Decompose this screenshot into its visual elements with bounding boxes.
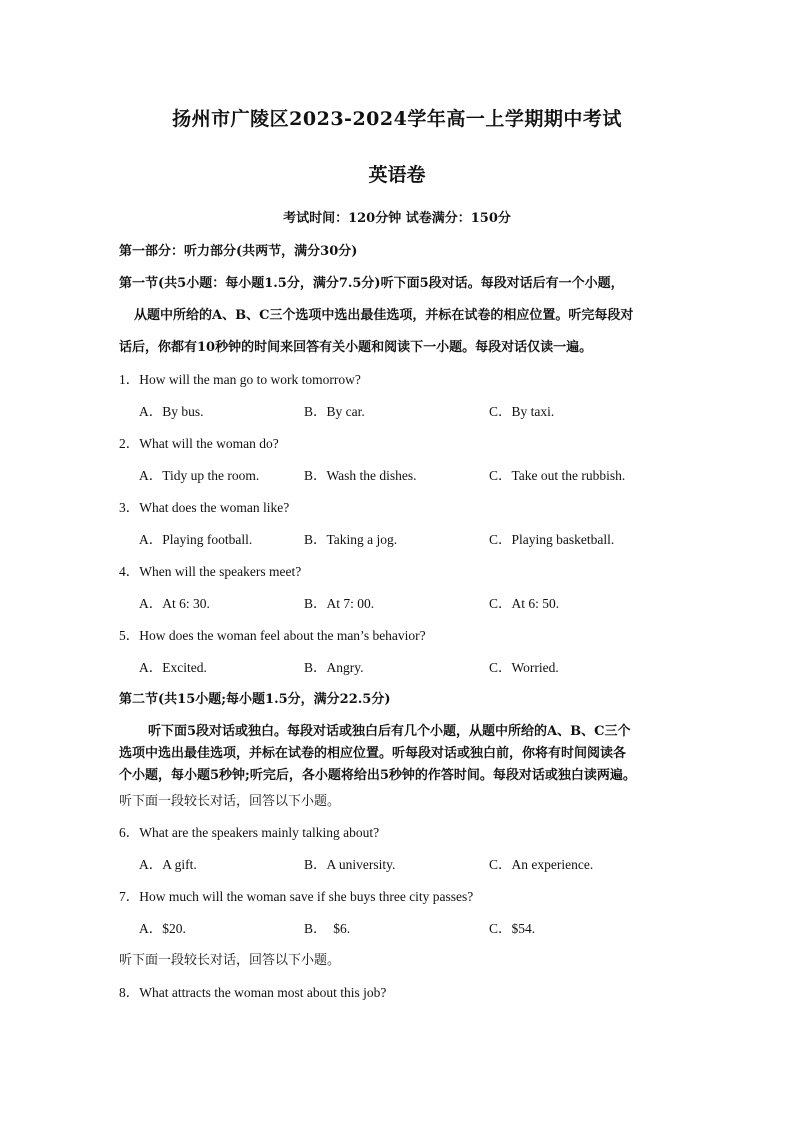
question-8: 8．What attracts the woman most about this job? — [119, 985, 387, 1000]
question-6: 6．What are the speakers mainly talking about? — [119, 825, 380, 840]
q5-option-c: C．Worried. — [489, 660, 559, 675]
q3-option-b: B．Taking a jog. — [304, 532, 398, 547]
page-subtitle: 英语卷 — [368, 164, 426, 186]
q4-option-a: A．At 6: 30. — [139, 596, 210, 611]
q2-option-a: A．Tidy up the room. — [139, 468, 260, 483]
section1-line2: 从题中所给的A、B、C三个选项中选出最佳选项，并标在试卷的相应位置。听完每段对 — [134, 308, 634, 323]
q1-option-c: C．By taxi. — [489, 404, 555, 419]
section2-line1: 听下面5段对话或独白。每段对话或独白后有几个小题，从题中所给的A、B、C三个 — [148, 724, 631, 739]
question-5: 5．How does the woman feel about the man’s behavior? — [119, 628, 426, 643]
question-3: 3．What does the woman like? — [119, 500, 290, 515]
instruction-long-dialogue-2: 听下面一段较长对话，回答以下小题。 — [119, 953, 341, 968]
question-1: 1．How will the man go to work tomorrow? — [119, 372, 361, 387]
question-7: 7．How much will the woman save if she buys three city passes? — [119, 889, 474, 904]
q5-option-b: B．Angry. — [304, 660, 364, 675]
q6-option-b: B．A university. — [304, 857, 396, 872]
exam-meta: 考试时间：120分钟 试卷满分：150分 — [283, 211, 511, 226]
q7-option-b: B． $6. — [304, 921, 351, 936]
q3-option-a: A．Playing football. — [139, 532, 253, 547]
section2-heading: 第二节(共15小题;每小题1.5分，满分22.5分) — [119, 692, 391, 707]
part1-heading: 第一部分：听力部分(共两节，满分30分) — [119, 244, 358, 259]
section2-line3: 个小题，每小题5秒钟;听完后，各小题将给出5秒钟的作答时间。每段对话或独白读两遍。 — [119, 768, 636, 783]
q2-option-c: C．Take out the rubbish. — [489, 468, 626, 483]
q1-option-b: B．By car. — [304, 404, 365, 419]
q5-option-a: A．Excited. — [139, 660, 207, 675]
q4-option-b: B．At 7: 00. — [304, 596, 375, 611]
question-2: 2．What will the woman do? — [119, 436, 279, 451]
q6-option-c: C．An experience. — [489, 857, 594, 872]
section1-heading: 第一节(共5小题：每小题1.5分，满分7.5分)听下面5段对话。每段对话后有一个小题， — [119, 276, 624, 291]
q1-option-a: A．By bus. — [139, 404, 204, 419]
question-4: 4．When will the speakers meet? — [119, 564, 302, 579]
section2-line2: 选项中选出最佳选项，并标在试卷的相应位置。听每段对话或独白前，你将有时间阅读各 — [119, 746, 627, 761]
instruction-long-dialogue-1: 听下面一段较长对话，回答以下小题。 — [119, 794, 341, 809]
q3-option-c: C．Playing basketball. — [489, 532, 615, 547]
page-title: 扬州市广陵区2023-2024学年高一上学期期中考试 — [172, 108, 622, 130]
q7-option-a: A．$20. — [139, 921, 186, 936]
q4-option-c: C．At 6: 50. — [489, 596, 560, 611]
q7-option-c: C．$54. — [489, 921, 536, 936]
section1-line3: 话后，你都有10秒钟的时间来回答有关小题和阅读下一小题。每段对话仅读一遍。 — [119, 340, 593, 355]
q6-option-a: A．A gift. — [139, 857, 197, 872]
q2-option-b: B．Wash the dishes. — [304, 468, 417, 483]
